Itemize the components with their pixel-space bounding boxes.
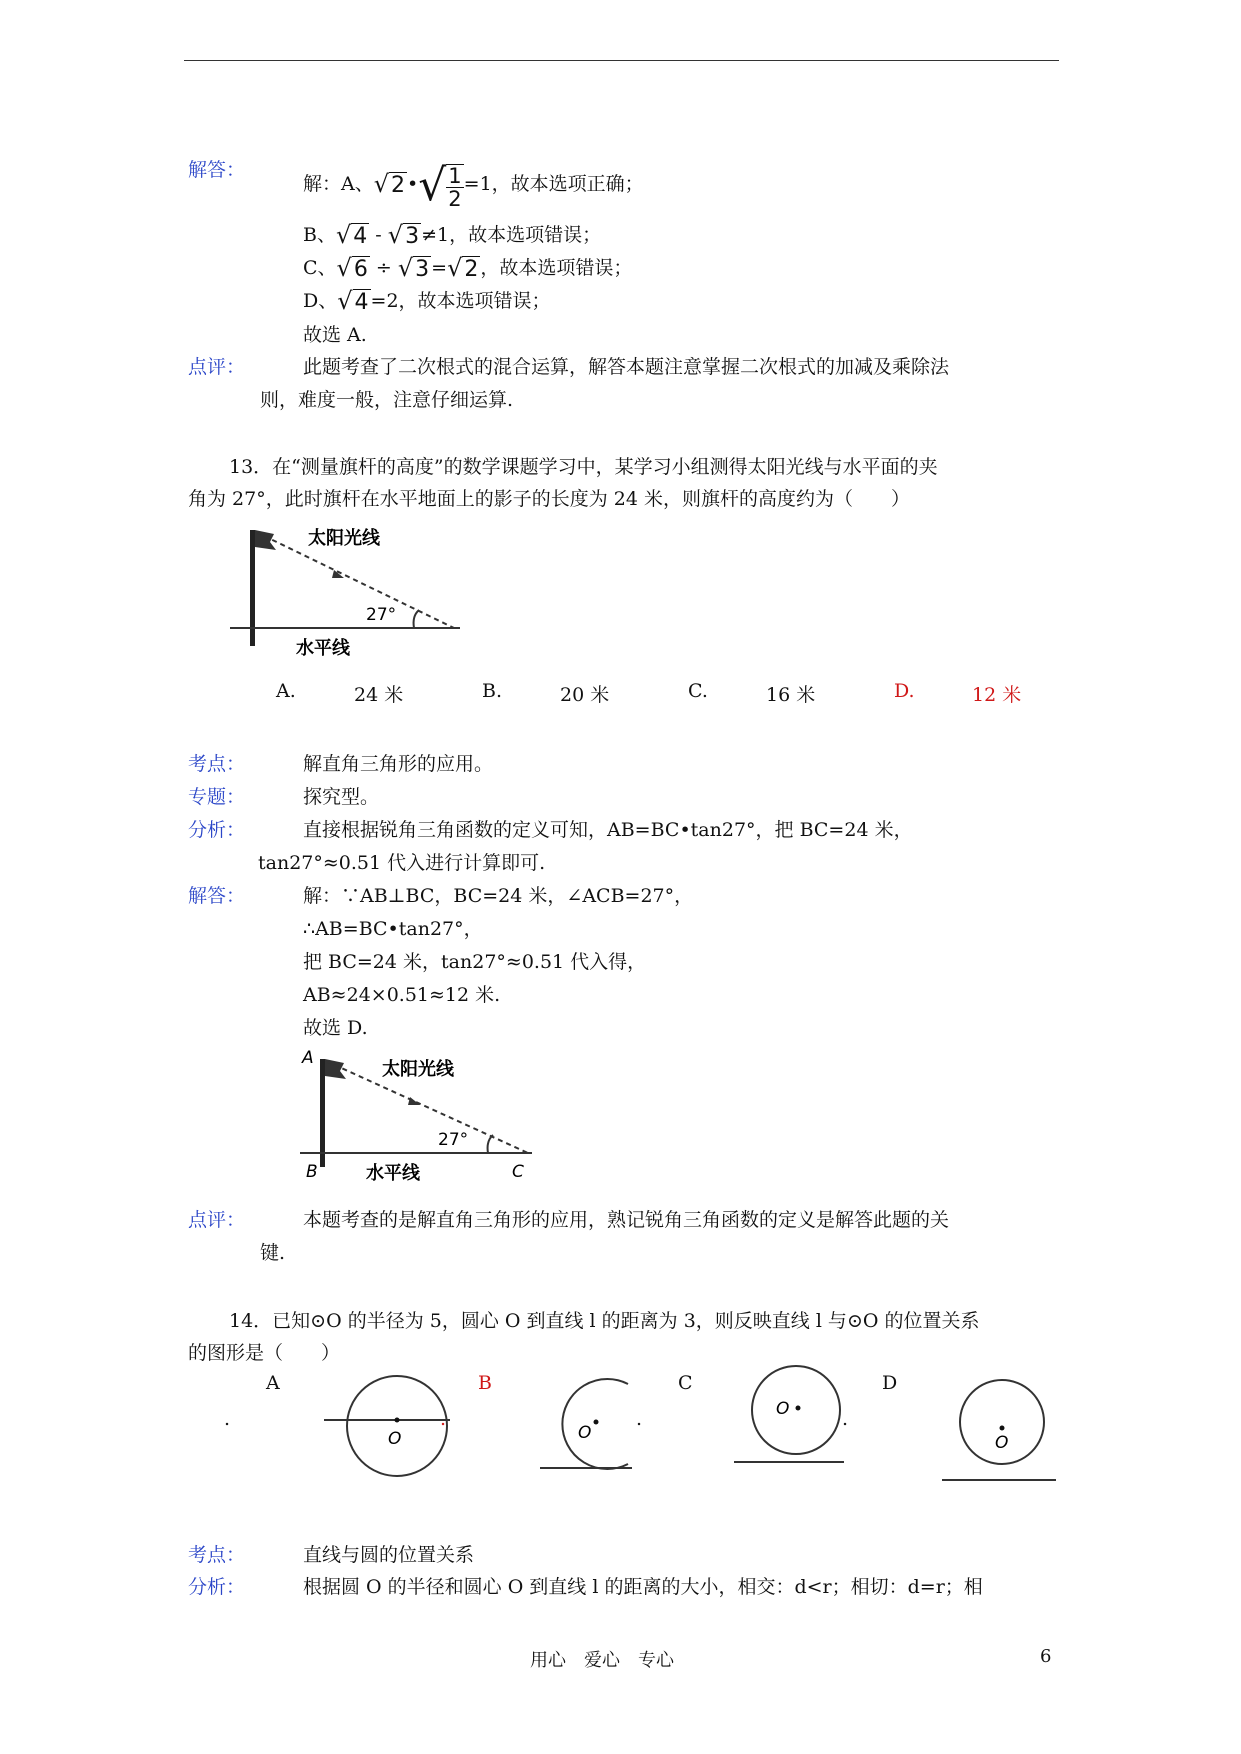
q14-option-a-period: . [224,1408,231,1430]
circle-o [752,1366,840,1454]
q13-stem-2: 角为 27°，此时旗杆在水平地面上的影子的长度为 24 米，则旗杆的高度约为（ ） [188,488,910,510]
point-a-label: A [302,1048,314,1068]
center-dot [1000,1426,1005,1431]
angle-arc [414,610,419,628]
q12-line-d: D、√4 =2，故本选项错误； [303,287,551,315]
q14-option-a-figure [322,1368,452,1488]
q13-option-c-text: 16 米 [766,684,816,706]
q14-option-d-letter: D [882,1372,898,1394]
footer-center-text: 用心 爱心 专心 [530,1650,674,1671]
q14-option-b-period: . [636,1408,643,1430]
q12-dianping-2: 则，难度一般，注意仔细运算. [260,389,514,411]
q14-fenxi-1: 根据圆 O 的半径和圆心 O 到直线 l 的距离的大小，相交：d<r；相切：d=r；相 [303,1576,983,1598]
q13-figure [226,520,466,670]
q12-line-c: C、√6 ÷ √3 =√2 ，故本选项错误； [303,254,633,282]
q13-jieda-line: AB≈24×0.51≈12 米. [303,984,501,1006]
q13-option-b-letter: B. [482,680,503,702]
flagpole [320,1059,325,1167]
q13-fig2-angle-label: 27° [438,1130,469,1150]
q13-fenxi-1: 直接根据锐角三角函数的定义可知，AB=BC•tan27°，把 BC=24 米， [303,819,913,841]
q14-option-a-dot: . [440,1408,447,1430]
q13-sun-label: 太阳光线 [308,528,380,549]
q12-dianping-label: 点评： [188,356,246,378]
q13-option-d-text: 12 米 [972,684,1022,706]
center-dot [594,1420,599,1425]
q14-option-b-letter: B [478,1372,492,1394]
point-b-label: B [306,1162,318,1182]
q13-kaodian: 解直角三角形的应用。 [303,753,494,775]
center-label: O [776,1399,790,1419]
circle-o [347,1376,447,1476]
q13-fenxi-2: tan27°≈0.51 代入进行计算即可. [258,852,546,874]
q13-option-a-letter: A. [276,680,296,702]
q13-option-b-text: 20 米 [560,684,610,706]
q13-option-c-letter: C. [688,680,708,702]
q13-fig2-sun-label: 太阳光线 [382,1059,454,1080]
q13-stem-1: 13．在“测量旗杆的高度”的数学课题学习中，某学习小组测得太阳光线与水平面的夹 [229,456,938,478]
q13-option-a-text: 24 米 [354,684,404,706]
q13-jieda-line: 解：∵AB⊥BC，BC=24 米，∠ACB=27°， [303,885,694,907]
q13-jieda-line: ∴AB=BC•tan27°， [303,918,483,940]
center-dot [395,1418,400,1423]
q13-jieda-line: 把 BC=24 米，tan27°≈0.51 代入得， [303,951,647,973]
q14-stem-1: 14．已知⊙O 的半径为 5，圆心 O 到直线 l 的距离为 3，则反映直线 l 与⊙O 的位置关系 [229,1310,980,1332]
q12-line-b: B、√4 - √3 ≠1，故本选项错误； [303,221,602,249]
q13-jieda-line: 故选 D. [303,1017,368,1039]
ray-arrow-icon [408,1097,420,1105]
q13-zhuanti: 探究型。 [303,786,380,808]
q13-option-d-letter: D. [894,680,915,702]
q14-kaodian: 直线与圆的位置关系 [303,1544,475,1566]
q14-option-b-figure [536,1378,646,1478]
q13-dianping-label: 点评： [188,1209,246,1231]
page-number: 6 [1040,1646,1052,1667]
q14-option-c-period: . [842,1408,849,1430]
q13-dianping-1: 本题考查的是解直角三角形的应用，熟记锐角三角函数的定义是解答此题的关 [303,1209,950,1231]
center-label: O [578,1423,592,1443]
q12-jieda-label: 解答： [188,159,246,181]
q12-dianping-1: 此题考查了二次根式的混合运算，解答本题注意掌握二次根式的加减及乘除法 [303,356,950,378]
q14-fenxi-label: 分析： [188,1576,246,1598]
q13-kaodian-label: 考点： [188,753,246,775]
point-c-label: C [512,1162,524,1182]
q14-stem-2: 的图形是（ ） [188,1342,341,1364]
q14-option-a-letter: A [266,1372,280,1394]
q13-jieda-label: 解答： [188,885,246,907]
q12-line-e: 故选 A. [303,324,367,346]
q13-fenxi-label: 分析： [188,819,246,841]
q14-option-d-figure [940,1368,1060,1488]
q14-kaodian-label: 考点： [188,1544,246,1566]
center-label: O [388,1429,402,1449]
q12-line-a: 解：A、√2 •√ $\frac{1}{2}$ =1，故本选项正确； [303,160,644,211]
header-rule [184,60,1059,61]
center-dot [796,1406,801,1411]
q13-solution-figure [296,1045,546,1195]
q13-dianping-2: 键. [260,1242,286,1264]
q13-zhuanti-label: 专题： [188,786,246,808]
q14-option-c-figure [732,1362,852,1472]
q13-ground-label: 水平线 [296,638,350,659]
q13-angle-label: 27° [366,605,397,625]
q14-option-c-letter: C [678,1372,693,1394]
q13-fig2-ground-label: 水平线 [366,1163,420,1184]
center-label: O [995,1433,1009,1453]
